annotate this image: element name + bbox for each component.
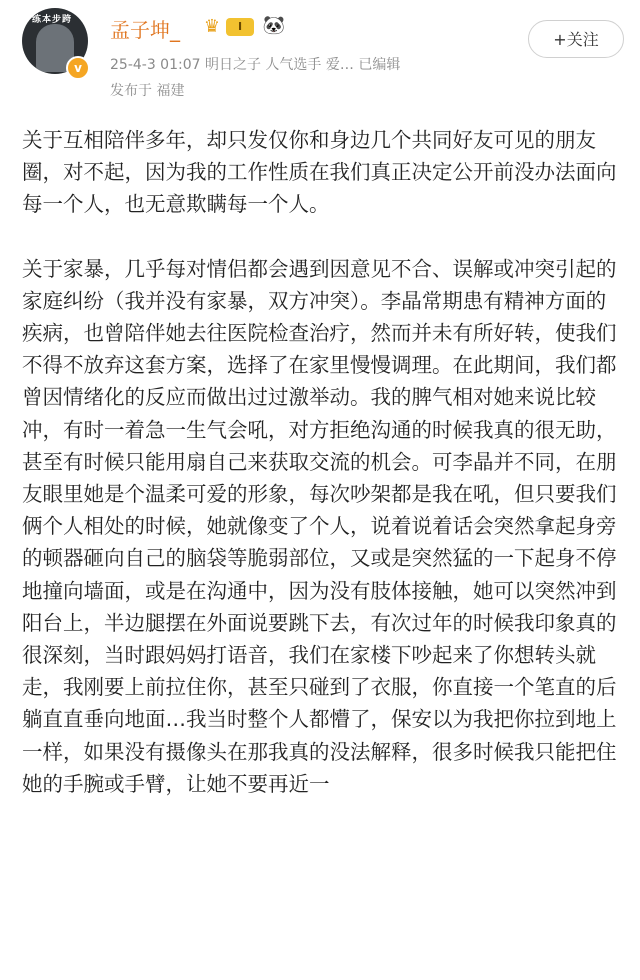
post-body [22, 124, 622, 800]
avatar-badge: 练本步跨 [32, 15, 73, 25]
fade-overlay [0, 955, 640, 980]
post-meta: 25-4-3 01:07 明日之子 人气选手 爱… 已编辑 [110, 57, 401, 73]
post-location: 发布于 福建 [110, 83, 185, 99]
paragraph-gap [22, 221, 622, 253]
post-paragraph: 关于家暴，几乎每对情侣都会遇到因意见不合、误解或冲突引起的家庭纠纷（我并没有家暴，双方冲突）。李晶常期患有精神方面的疾病，也曾陪伴她去往医院检查治疗，然而并未有所好转，使我们不得不放弃这套方案，选择了在家里慢慢调理。在此期间，我们都曾因情绪化的反应而做出过过激举动。我的脾气相对她来说比较冲，有时一着急一生气会吼，对方拒绝沟通的时候我真的很无助，甚至有时候只能用扇自己来获取交流的机会。可李晶并不同，在朋友眼里她是个温柔可爱的形象，每次吵架都是我在吼，但只要我们俩个人相处的时候，她就像变了个人，说着说着话会突然拿起身旁的顿器砸向自己的脑袋等脆弱部位，又或是突然猛的一下起身不停地撞向墙面，或是在沟通中，因为没有肢体接触，她可以突然冲到阳台上，半边腿摆在外面说要跳下去，有次过年的时候我印象真的很深刻，当时跟妈妈打语音，我们在家楼下吵起来了你想转头就走，我刚要上前拉住你，甚至只碰到了衣服，你直接一个笔直的后躺直直垂向地面…我当时整个人都懵了，保安以为我把你拉到地上一样，如果没有摄像头在那我真的没法解释，很多时候我只能把住她的手腕或手臂，让她不要再近一 [22, 256, 617, 796]
post-header [0, 0, 640, 116]
panda-icon: 🐼 [262, 15, 286, 36]
username[interactable]: 孟子坤_ [110, 18, 180, 42]
follow-button[interactable]: +关注 [528, 20, 624, 58]
post-paragraph: 关于互相陪伴多年，却只发仅你和身边几个共同好友可见的朋友圈，对不起，因为我的工作性质在我们真正决定公开前没办法面向每一个人，也无意欺瞒每一个人。 [22, 128, 617, 217]
verified-icon: v [66, 56, 90, 80]
crown-icon: ♛ [203, 16, 221, 37]
level-badge: I [226, 18, 254, 36]
